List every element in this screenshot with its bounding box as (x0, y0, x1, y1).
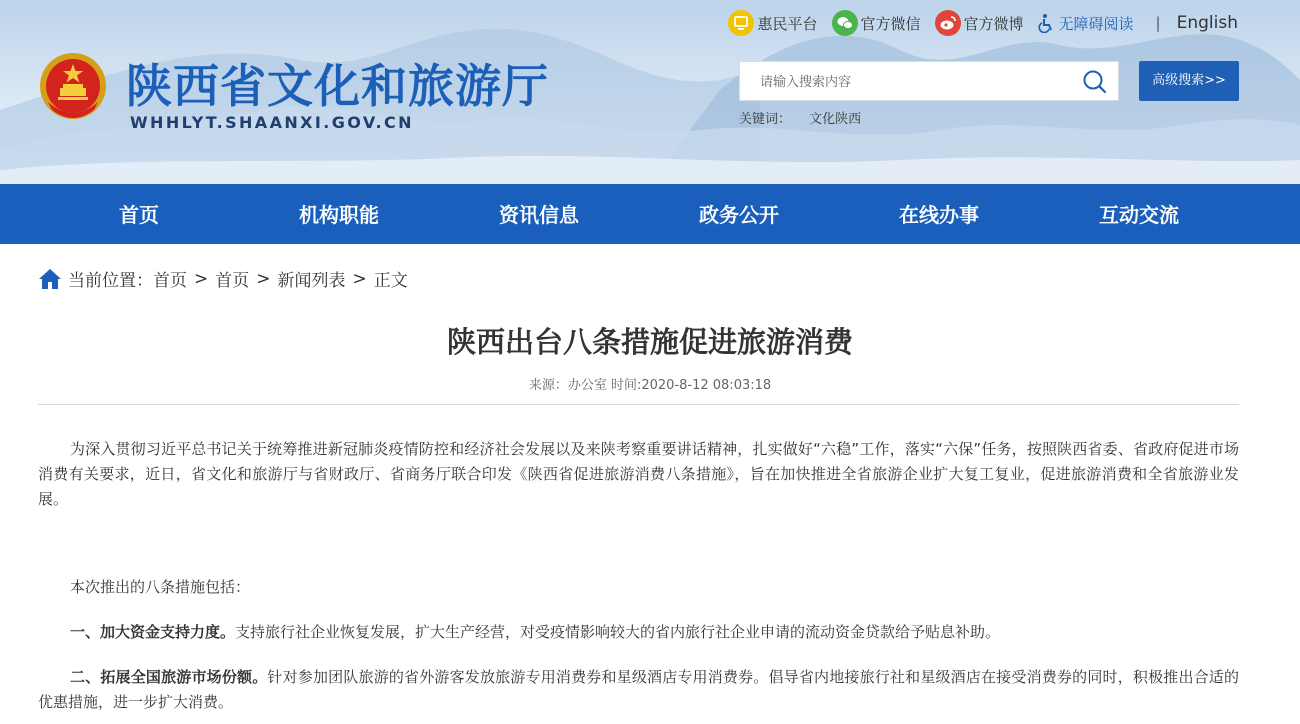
accessible-reading-label: 无障碍阅读 (1058, 14, 1134, 33)
article-item (38, 620, 1239, 645)
keyword-link[interactable]: 文化陕西 (809, 112, 862, 127)
monitor-icon (728, 10, 754, 36)
item-text: 针对参加团队旅游的省外游客发放旅游专用消费券和星级酒店专用消费券。倡导省内地接旅行社和星级酒店在接受消费券的同时，积极推出合适的优惠措施，进一步扩大消费。 (38, 668, 1239, 711)
nav-news[interactable]: 资讯信息 (499, 203, 579, 227)
site-domain: WHHLYT.SHAANXI.GOV.CN (130, 113, 414, 132)
breadcrumb-separator: > (194, 268, 209, 289)
breadcrumb-current[interactable]: 正文 (373, 271, 408, 291)
keywords-label: 关键词： (739, 112, 792, 127)
national-emblem-icon (38, 50, 108, 124)
article-title: 陕西出台八条措施促进旅游消费 (446, 325, 853, 359)
home-icon (38, 268, 62, 290)
search-keywords (739, 108, 861, 127)
breadcrumb-home[interactable]: 首页 (153, 271, 187, 291)
official-wechat-label: 官方微信 (860, 14, 921, 33)
title-divider (38, 404, 1239, 405)
english-link[interactable]: English (1176, 13, 1238, 33)
wechat-icon (832, 10, 858, 36)
item-heading: 一、加大资金支持力度。 (70, 623, 236, 641)
huimin-platform-link[interactable] (728, 10, 817, 36)
top-links (714, 10, 1238, 36)
breadcrumb (38, 266, 408, 291)
search-box (739, 61, 1119, 101)
accessible-reading-link[interactable] (1038, 13, 1134, 34)
breadcrumb-separator: > (352, 268, 367, 289)
official-weibo-link[interactable] (935, 10, 1024, 36)
breadcrumb-separator: > (256, 268, 271, 289)
article-meta: 来源：办公室 时间:2020-8-12 08:03:18 (528, 378, 772, 393)
item-text: 支持旅行社企业恢复发展，扩大生产经营，对受疫情影响较大的省内旅行社企业申请的流动资金贷款给予贴息补助。 (235, 623, 1001, 641)
article-body (38, 437, 1239, 715)
official-wechat-link[interactable] (832, 10, 921, 36)
article-paragraph: 为深入贯彻习近平总书记关于统筹推进新冠肺炎疫情防控和经济社会发展以及来陕考察重要讲话精神，扎实做好“六稳”工作，落实“六保”任务，按照陕西省委、省政府促进市场消费有关要求，近日，省文化和旅游厅与省财政厅、省商务厅联合印发《陕西省促进旅游消费八条措施》，旨在加快推进全省旅游企业扩大复工复业，促进旅游消费和全省旅游业发展。 (38, 440, 1239, 508)
wheelchair-icon (1038, 13, 1056, 33)
item-heading: 二、拓展全国旅游市场份额。 (70, 668, 268, 686)
nav-organization[interactable]: 机构职能 (299, 203, 379, 227)
article-paragraph: 本次推出的八条措施包括： (70, 578, 251, 596)
article-item (38, 665, 1239, 715)
weibo-icon (935, 10, 961, 36)
main-nav (0, 184, 1300, 244)
breadcrumb-news-list[interactable]: 新闻列表 (277, 271, 346, 291)
search-input[interactable] (758, 71, 1082, 93)
link-separator: | (1155, 14, 1161, 32)
nav-government-affairs[interactable]: 政务公开 (699, 203, 779, 227)
nav-online-services[interactable]: 在线办事 (899, 203, 979, 227)
advanced-search-button[interactable]: 高级搜索>> (1139, 61, 1239, 101)
nav-interaction[interactable]: 互动交流 (1099, 203, 1179, 227)
breadcrumb-home-2[interactable]: 首页 (215, 271, 250, 291)
breadcrumb-label: 当前位置： (68, 271, 153, 291)
huimin-platform-label: 惠民平台 (757, 14, 818, 33)
search-icon[interactable] (1082, 69, 1108, 95)
official-weibo-label: 官方微博 (963, 14, 1024, 33)
site-title: 陕西省文化和旅游厅 (126, 59, 549, 113)
nav-home[interactable]: 首页 (119, 203, 159, 227)
site-header (0, 0, 1300, 184)
